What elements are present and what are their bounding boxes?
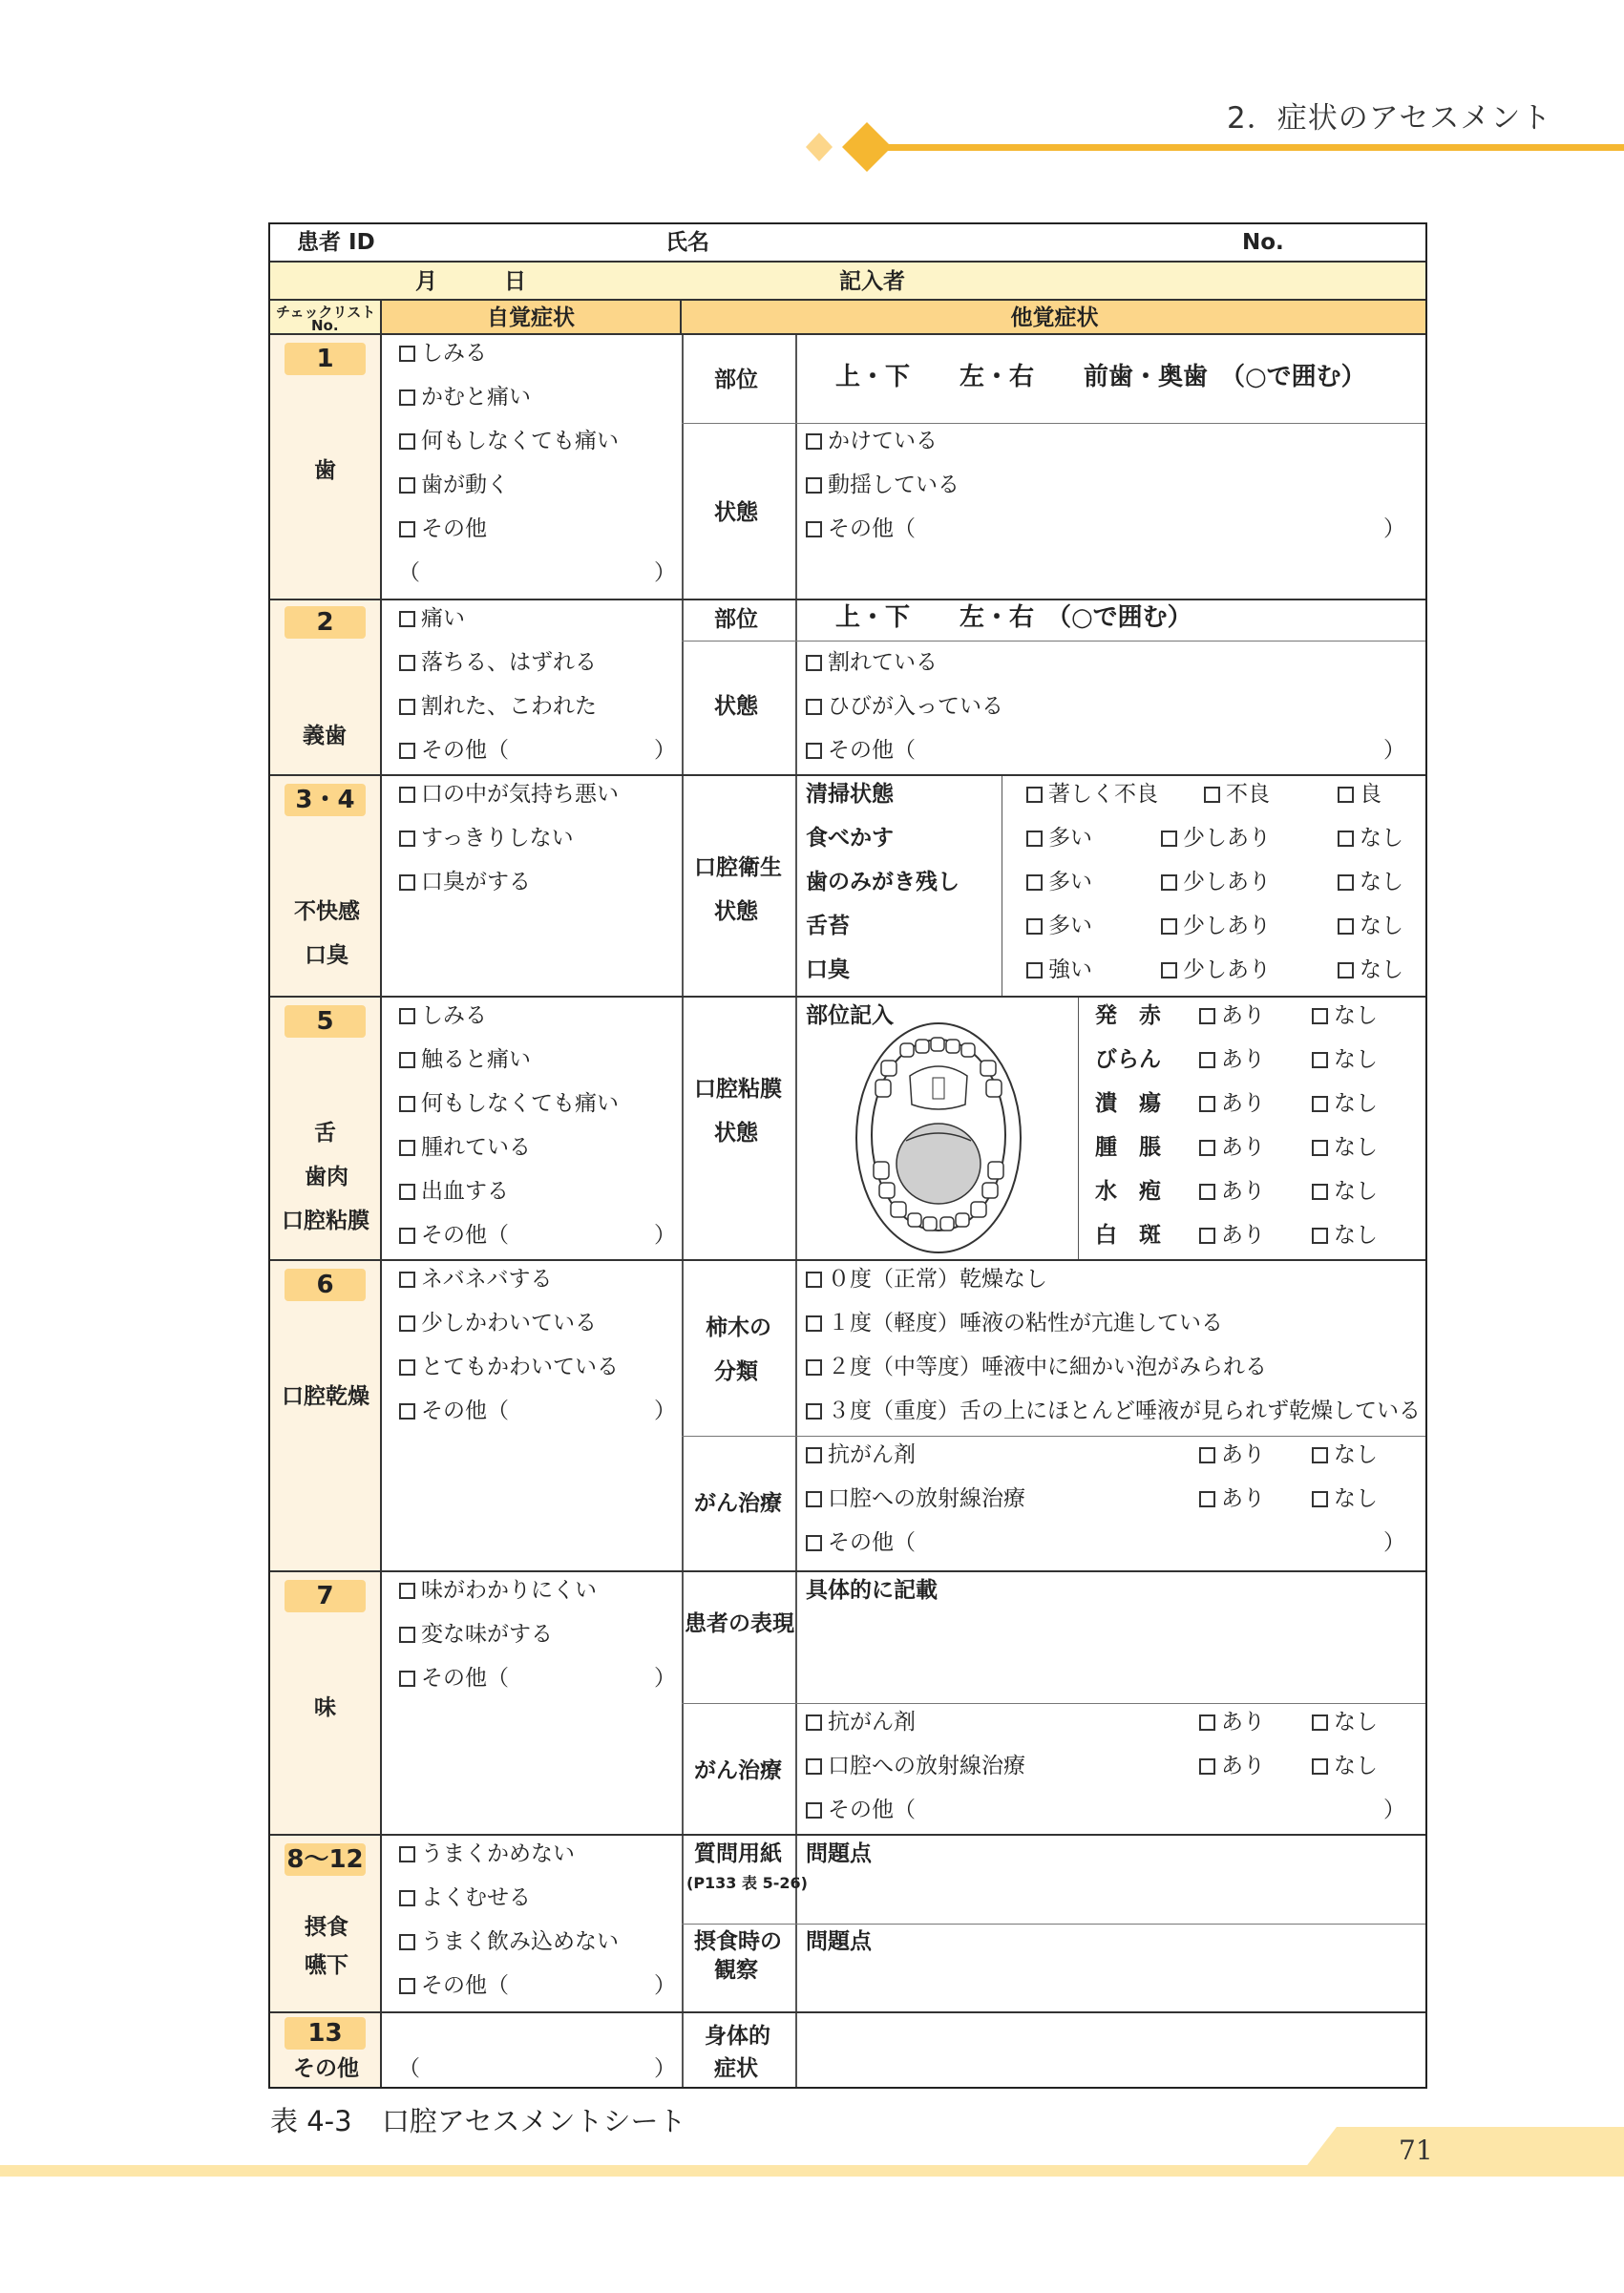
symptom-item[interactable]: その他（: [399, 1222, 509, 1249]
date-row: [268, 263, 1427, 301]
paren-close: ）: [1383, 516, 1405, 541]
header-diamonds-ornament: [800, 116, 915, 178]
oral-hygiene-label-2: 状態: [714, 899, 758, 924]
caption-title: 口腔アセスメントシート: [381, 2105, 686, 2137]
checkbox[interactable]: [1199, 1491, 1215, 1507]
meal-observation-label: 摂食時の: [694, 1929, 782, 1954]
checkbox[interactable]: [806, 1802, 822, 1819]
category-label: 義歯: [303, 724, 347, 748]
checkbox[interactable]: [1338, 787, 1354, 803]
symptom-item[interactable]: 歯が動く: [399, 472, 509, 498]
recorder-label: 記入者: [839, 269, 905, 294]
symptom-item[interactable]: 腫れている: [399, 1134, 531, 1161]
symptom-item[interactable]: うまくかめない: [399, 1841, 575, 1867]
checkbox[interactable]: [1312, 1758, 1328, 1775]
section-13-other: [268, 2013, 1427, 2089]
checkbox[interactable]: [806, 1359, 822, 1376]
site-entry-label: 部位記入: [806, 1003, 894, 1028]
physical-symptoms-label-2: 症状: [714, 2056, 758, 2081]
symptom-item[interactable]: 出血する: [399, 1178, 509, 1205]
symptom-item[interactable]: その他: [399, 515, 487, 542]
checklist-number: 5: [285, 1005, 366, 1038]
table-caption: [270, 2100, 686, 2139]
checkbox[interactable]: [399, 1671, 415, 1687]
cancer-treatment-other[interactable]: その他（: [806, 1797, 916, 1823]
checkbox[interactable]: [1312, 1008, 1328, 1024]
checkbox[interactable]: [399, 611, 415, 627]
checkbox[interactable]: [399, 1272, 415, 1288]
paren-close: ）: [1383, 1530, 1405, 1555]
checkbox[interactable]: [1199, 1714, 1215, 1731]
symptom-item[interactable]: しみる: [399, 340, 487, 367]
symptom-item[interactable]: その他（: [399, 1972, 509, 1999]
month-label: 月: [415, 269, 437, 294]
symptom-item[interactable]: とてもかわいている: [399, 1354, 619, 1380]
symptom-item[interactable]: 何もしなくても痛い: [399, 1090, 619, 1117]
symptom-item[interactable]: しみる: [399, 1002, 487, 1029]
category-label: 口腔粘膜: [282, 1209, 369, 1233]
oral-hygiene-label: 口腔衛生: [694, 855, 782, 880]
header-rule: [859, 144, 1624, 151]
checklist-number: 13: [285, 2017, 366, 2050]
checkbox[interactable]: [1199, 1228, 1215, 1244]
paren-close: ）: [654, 738, 676, 763]
checkbox[interactable]: [1338, 874, 1354, 891]
caption-label: 表 4-3: [270, 2105, 352, 2137]
state-item[interactable]: ひびが入っている: [806, 693, 1003, 720]
dryness-grade[interactable]: ２度（中等度）唾液中に細かい泡がみられる: [806, 1354, 1267, 1380]
checklist-number: 8〜12: [285, 1843, 366, 1876]
section-8-12-swallowing: [268, 1836, 1427, 2013]
checkbox[interactable]: [399, 874, 415, 891]
checkbox[interactable]: [806, 1403, 822, 1420]
checklist-number: 7: [285, 1580, 366, 1612]
patient-id-label: 患者 ID: [297, 230, 375, 255]
paren-open: （: [398, 560, 420, 585]
symptom-item[interactable]: 少しかわいている: [399, 1310, 597, 1336]
open-mouth-diagram: [853, 1019, 1024, 1257]
checkbox[interactable]: [399, 787, 415, 803]
checkbox[interactable]: [1199, 1758, 1215, 1775]
checkbox[interactable]: [399, 346, 415, 362]
paren-open: （: [398, 2056, 420, 2081]
checkbox[interactable]: [806, 699, 822, 715]
checkbox[interactable]: [399, 1403, 415, 1420]
checkbox[interactable]: [806, 1447, 822, 1463]
checkbox[interactable]: [1199, 1184, 1215, 1200]
paren-close: ）: [654, 1399, 676, 1423]
section-7-taste: 7 味 味がわかりにくい 変な味がする その他（ ） 患者の表現 具体的に記載 がん治療 抗がん剤 あり なし 口腔への放射線治療 あり なし その他（ ）: [268, 1572, 1427, 1836]
location-options: 上・下 左・右 前歯・奥歯 （○で囲む）: [835, 363, 1366, 391]
checkbox[interactable]: [1199, 1008, 1215, 1024]
paren-close: ）: [654, 1973, 676, 1998]
state-item[interactable]: 割れている: [806, 649, 938, 676]
checkbox[interactable]: [399, 831, 415, 847]
checkbox[interactable]: [806, 1758, 822, 1775]
category-label: 舌: [314, 1121, 336, 1146]
checkbox[interactable]: [399, 1140, 415, 1156]
checklist-number: 3・4: [285, 784, 366, 816]
kakinoki-label: 柿木の: [706, 1315, 771, 1340]
patient-expression-hint: 具体的に記載: [806, 1578, 938, 1603]
state-item[interactable]: その他（: [806, 737, 916, 764]
symptom-item[interactable]: 落ちる、はずれる: [399, 649, 597, 676]
checkbox[interactable]: [399, 1978, 415, 1994]
checkbox[interactable]: [1199, 1447, 1215, 1463]
checkbox[interactable]: [399, 1890, 415, 1906]
symptom-item[interactable]: 変な味がする: [399, 1621, 553, 1648]
footer-tab: [1298, 2127, 1624, 2177]
checkbox[interactable]: [1161, 874, 1177, 891]
symptom-item[interactable]: 口の中が気持ち悪い: [399, 781, 619, 808]
category-label: 不快感: [294, 899, 360, 924]
checkbox[interactable]: [806, 1535, 822, 1551]
checkbox[interactable]: [806, 1315, 822, 1332]
checkbox[interactable]: [1338, 918, 1354, 935]
observation-problem-label: 問題点: [806, 1929, 872, 1954]
checkbox[interactable]: [399, 699, 415, 715]
cancer-treatment-label: がん治療: [694, 1758, 782, 1783]
page-number: 71: [1399, 2135, 1433, 2166]
checkbox[interactable]: [1204, 787, 1220, 803]
checkbox[interactable]: [806, 1491, 822, 1507]
checkbox[interactable]: [1312, 1140, 1328, 1156]
physical-symptoms-label: 身体的: [705, 2024, 770, 2049]
symptom-item[interactable]: その他（: [399, 1398, 509, 1424]
paren-close: ）: [654, 1666, 676, 1691]
paren-close: ）: [654, 2056, 676, 2081]
symptom-item[interactable]: 味がわかりにくい: [399, 1577, 597, 1604]
checkbox[interactable]: [1026, 831, 1043, 847]
symptom-item[interactable]: 触ると痛い: [399, 1046, 531, 1073]
checkbox[interactable]: [1338, 831, 1354, 847]
checkbox[interactable]: [1199, 1052, 1215, 1068]
checkbox[interactable]: [399, 1359, 415, 1376]
checkbox[interactable]: [1312, 1096, 1328, 1112]
cancer-treatment-label: がん治療: [694, 1491, 782, 1516]
checkbox[interactable]: [399, 1627, 415, 1643]
category-label: 歯: [314, 458, 336, 483]
checkbox[interactable]: [806, 433, 822, 450]
objective-header: 他覚症状: [1010, 305, 1099, 330]
state-item[interactable]: かけている: [806, 428, 938, 454]
checkbox[interactable]: [399, 1228, 415, 1244]
section-1-teeth: [268, 335, 1427, 600]
meal-observation-label-2: 観察: [714, 1958, 758, 1983]
symptom-item[interactable]: 痛い: [399, 605, 465, 632]
dryness-grade[interactable]: ３度（重度）舌の上にほとんど唾液が見られず乾燥している: [806, 1398, 1421, 1424]
checkbox[interactable]: [399, 521, 415, 537]
checkbox[interactable]: [1312, 1228, 1328, 1244]
checkbox[interactable]: [1312, 1447, 1328, 1463]
subjective-header: 自覚症状: [487, 305, 575, 330]
checkbox[interactable]: [806, 477, 822, 494]
checkbox[interactable]: [399, 477, 415, 494]
location-options: 上・下 左・右 （○で囲む）: [835, 603, 1192, 632]
questionnaire-problem-label: 問題点: [806, 1841, 872, 1866]
checkbox[interactable]: [806, 1714, 822, 1731]
checklist-number: 6: [285, 1269, 366, 1301]
patient-row: [268, 222, 1427, 263]
checklist-number: 1: [285, 343, 366, 375]
checkbox[interactable]: [806, 655, 822, 671]
checkbox[interactable]: [1161, 831, 1177, 847]
checkbox[interactable]: [806, 743, 822, 759]
checkbox[interactable]: [399, 1934, 415, 1950]
checklist-no-label: チェックリスト: [276, 304, 376, 321]
category-label: 歯肉: [305, 1165, 348, 1189]
checkbox[interactable]: [399, 1096, 415, 1112]
section-3-4-discomfort: 3・4 不快感 口臭 口の中が気持ち悪い すっきりしない 口臭がする 口腔衛生 状態 清掃状態 著しく不良 不良 良 食べかす 多い 少しあり なし 歯のみがき残し 多い 少しあり なし 舌苔 多い 少しあり なし 口臭 強い 少しあり なし: [268, 776, 1427, 998]
paren-close: ）: [1383, 738, 1405, 763]
checkbox[interactable]: [399, 389, 415, 406]
checkbox[interactable]: [1161, 962, 1177, 978]
section-2-dentures: [268, 600, 1427, 776]
symptom-item[interactable]: 何もしなくても痛い: [399, 428, 619, 454]
checkbox[interactable]: [1312, 1491, 1328, 1507]
chapter-title: 2．症状のアセスメント: [1227, 101, 1552, 136]
category-label: 口腔乾燥: [282, 1384, 369, 1409]
checkbox[interactable]: [1312, 1714, 1328, 1731]
checkbox[interactable]: [1026, 787, 1043, 803]
symptom-item[interactable]: その他（: [399, 737, 509, 764]
state-label: 状態: [714, 500, 758, 525]
column-header-row: [268, 301, 1427, 335]
checkbox[interactable]: [1026, 918, 1043, 935]
checklist-number: 2: [285, 606, 366, 639]
symptom-item[interactable]: すっきりしない: [399, 825, 574, 852]
checkbox[interactable]: [1199, 1140, 1215, 1156]
paren-close: ）: [654, 1223, 676, 1248]
checkbox[interactable]: [1338, 962, 1354, 978]
name-label: 氏名: [665, 230, 709, 255]
paren-close: ）: [654, 560, 676, 585]
checkbox[interactable]: [399, 1846, 415, 1862]
checkbox[interactable]: [1312, 1184, 1328, 1200]
state-label: 状態: [714, 694, 758, 719]
mucosa-label-2: 状態: [714, 1121, 758, 1146]
checkbox[interactable]: [399, 433, 415, 450]
assessment-sheet: [268, 222, 1427, 2089]
checkbox[interactable]: [399, 655, 415, 671]
state-item[interactable]: その他（: [806, 515, 916, 542]
symptom-item[interactable]: よくむせる: [399, 1884, 531, 1911]
paren-close: ）: [1383, 1798, 1405, 1822]
kakinoki-label-2: 分類: [714, 1359, 758, 1384]
symptom-item[interactable]: うまく飲み込めない: [399, 1928, 619, 1955]
questionnaire-label: 質問用紙: [694, 1841, 782, 1866]
checkbox[interactable]: [1199, 1096, 1215, 1112]
checkbox[interactable]: [806, 1272, 822, 1288]
day-label: 日: [504, 269, 526, 294]
checkbox[interactable]: [399, 1052, 415, 1068]
checkbox[interactable]: [1026, 962, 1043, 978]
checkbox[interactable]: [1312, 1052, 1328, 1068]
checkbox[interactable]: [1026, 874, 1043, 891]
symptom-item[interactable]: ネバネバする: [399, 1266, 553, 1293]
symptom-item[interactable]: かむと痛い: [399, 384, 531, 410]
dryness-grade[interactable]: １度（軽度）唾液の粘性が亢進している: [806, 1310, 1223, 1336]
symptom-item[interactable]: その他（: [399, 1665, 509, 1692]
category-label: 嚥下: [305, 1953, 348, 1978]
mucosa-label: 口腔粘膜: [694, 1077, 782, 1102]
category-label: 摂食: [305, 1915, 348, 1940]
category-label: 味: [314, 1695, 336, 1720]
checkbox[interactable]: [399, 1008, 415, 1024]
questionnaire-reference: (P133 表 5-26): [686, 1874, 808, 1892]
checklist-no-label-2: No.: [311, 317, 339, 334]
section-6-dry-mouth: 6 口腔乾燥 ネバネバする 少しかわいている とてもかわいている その他（ ） 柿木の 分類 ０度（正常）乾燥なし １度（軽度）唾液の粘性が亢進している ２度（中等度）唾液中に細かい泡がみられる ３度（重度）舌の上にほとんど唾液が見られず乾燥している がん治療 抗がん剤 あり なし 口腔への放射線治療 あり なし その他（ ）: [268, 1261, 1427, 1572]
patient-expression-label: 患者の表現: [685, 1611, 794, 1636]
checkbox[interactable]: [399, 1583, 415, 1599]
checkbox[interactable]: [399, 743, 415, 759]
location-label: 部位: [714, 607, 758, 632]
checkbox[interactable]: [1161, 918, 1177, 935]
checkbox[interactable]: [399, 1184, 415, 1200]
checkbox[interactable]: [399, 1315, 415, 1332]
section-5-mucosa: 5 舌 歯肉 口腔粘膜 しみる 触ると痛い 何もしなくても痛い 腫れている 出血する その他（ ） 口腔粘膜 状態 部位記入 発 赤 あり なし びらん あり なし 潰 瘍 あり なし 腫 脹 あり なし 水 疱 あり なし 白 斑 あり なし: [268, 998, 1427, 1261]
symptom-item[interactable]: 割れた、こわれた: [399, 693, 597, 720]
location-label: 部位: [714, 368, 758, 392]
symptom-item[interactable]: 口臭がする: [399, 869, 531, 895]
checkbox[interactable]: [806, 521, 822, 537]
dryness-grade[interactable]: ０度（正常）乾燥なし: [806, 1266, 1047, 1293]
state-item[interactable]: 動揺している: [806, 472, 960, 498]
no-label: No.: [1242, 230, 1284, 255]
category-label: 口臭: [305, 943, 348, 968]
cancer-treatment-other[interactable]: その他（: [806, 1529, 916, 1556]
category-label: その他: [293, 2056, 359, 2081]
